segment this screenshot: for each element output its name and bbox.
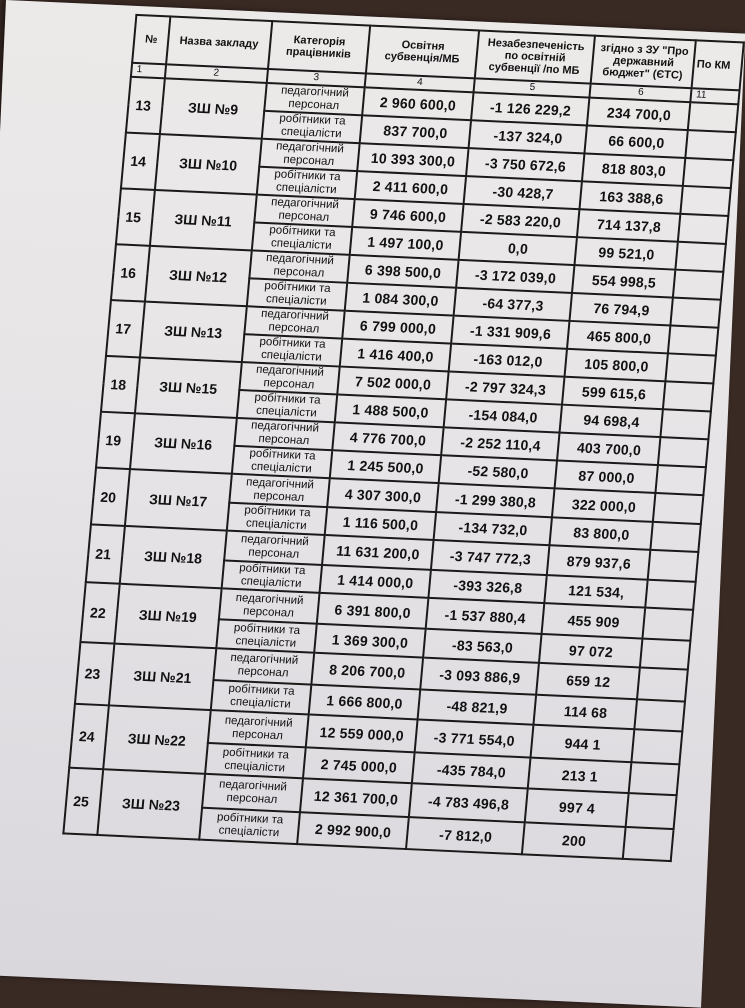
school-number: 21 (86, 524, 125, 583)
by-law-value: 66 600,0 (585, 126, 688, 158)
school-number: 25 (63, 768, 103, 835)
deficit-value: -52 580,0 (439, 455, 558, 488)
subvention-value: 1 245 500,0 (330, 450, 441, 483)
category-pedagogical: педагогічний персонал (218, 588, 319, 623)
deficit-value: -3 771 554,0 (415, 719, 534, 757)
deficit-value: -2 797 324,3 (446, 371, 565, 404)
by-law-value: 322 000,0 (552, 488, 655, 521)
school-number: 24 (69, 704, 109, 769)
subvention-value: 2 745 000,0 (303, 747, 415, 783)
school-name: ЗШ №23 (97, 769, 204, 839)
category-pedagogical: педагогічний персонал (254, 195, 355, 227)
header-category: Категорія працівників (268, 21, 371, 73)
by-law-value: 105 800,0 (565, 349, 668, 381)
by-law-value: 76 794,9 (570, 293, 673, 325)
category-workers: робітники та спеціалісти (231, 446, 332, 478)
last-column-cell (661, 409, 711, 439)
by-law-value: 997 4 (525, 789, 629, 827)
by-law-value: 213 1 (528, 758, 631, 793)
last-column-cell (634, 699, 685, 731)
last-column-cell (675, 242, 725, 272)
category-pedagogical: педагогічний персонал (224, 531, 325, 565)
deficit-value: -3 747 772,3 (431, 540, 550, 575)
header-subvention: Освітня субвенція/МБ (366, 26, 479, 79)
by-law-value: 99 521,0 (575, 237, 678, 269)
category-pedagogical: педагогічний персонал (239, 362, 340, 394)
subvention-value: 1 369 300,0 (314, 624, 425, 658)
school-name: ЗШ №11 (150, 190, 256, 250)
deficit-value: -3 093 886,9 (420, 658, 539, 695)
by-law-value: 114 68 (534, 695, 637, 729)
by-law-value: 599 615,6 (563, 377, 666, 409)
by-law-value: 879 937,6 (547, 545, 650, 579)
school-name: ЗШ №18 (120, 526, 227, 588)
col-number: 5 (474, 78, 592, 97)
category-workers: робітники та спеціалісти (236, 390, 337, 422)
by-law-value: 163 388,6 (580, 181, 683, 213)
last-column-cell (637, 667, 688, 701)
by-law-value: 121 534, (545, 575, 648, 607)
deficit-value: -1 331 909,6 (451, 316, 570, 349)
col-number: 6 (590, 84, 692, 103)
deficit-value: -1 537 880,4 (426, 598, 545, 634)
by-law-value: 403 700,0 (558, 433, 661, 465)
school-name: ЗШ №12 (145, 246, 251, 306)
deficit-value: -30 428,7 (464, 176, 583, 209)
by-law-value: 87 000,0 (555, 460, 658, 492)
last-column-cell (658, 437, 708, 467)
last-column-cell (650, 522, 700, 552)
school-name: ЗШ №16 (130, 413, 236, 473)
deficit-value: -163 012,0 (449, 344, 568, 377)
subvention-value: 1 116 500,0 (325, 507, 436, 540)
last-column-cell (663, 381, 713, 411)
school-name: ЗШ №19 (114, 584, 221, 648)
by-law-value: 234 700,0 (587, 98, 690, 130)
by-law-value: 97 072 (539, 634, 642, 667)
category-pedagogical: педагогічний персонал (207, 710, 308, 747)
category-pedagogical: педагогічний персонал (213, 648, 314, 684)
subvention-value: 1 084 300,0 (345, 283, 456, 316)
last-column-cell (653, 493, 703, 524)
subvention-value: 12 559 000,0 (306, 714, 418, 752)
deficit-value: -2 252 110,4 (441, 427, 560, 460)
header-no: № (132, 15, 170, 64)
subvention-value: 2 960 600,0 (362, 87, 473, 120)
subvention-value: 12 361 700,0 (300, 778, 412, 817)
by-law-value: 818 803,0 (582, 153, 685, 185)
col-number: 3 (266, 69, 366, 87)
school-number: 16 (111, 244, 150, 301)
subvention-value: 6 391 800,0 (317, 593, 429, 629)
last-column-cell (685, 130, 735, 160)
deficit-value: -83 563,0 (423, 629, 542, 663)
category-workers: робітники та спеціалісти (210, 680, 311, 714)
budget-table (62, 14, 745, 862)
school-number: 19 (96, 412, 135, 469)
deficit-value: -134 732,0 (434, 512, 553, 545)
deficit-value: -2 583 220,0 (461, 204, 580, 237)
last-column-cell (656, 465, 706, 495)
school-number: 15 (116, 188, 155, 245)
col-number: 4 (365, 73, 475, 92)
last-column-cell (683, 158, 733, 188)
header-deficit: Незабезпеченість по освітній субвенції /по МБ (475, 30, 596, 83)
subvention-value: 7 502 000,0 (337, 367, 448, 400)
category-workers: робітники та спеціалісти (216, 619, 317, 652)
category-workers: робітники та спеціалісти (261, 111, 362, 143)
category-pedagogical: педагогічний персонал (244, 306, 345, 338)
subvention-value: 6 799 000,0 (342, 311, 453, 344)
subvention-value: 1 666 800,0 (309, 685, 420, 720)
school-name: ЗШ №9 (160, 78, 266, 138)
category-workers: робітники та спеціалісти (241, 334, 342, 366)
category-workers: робітники та спеціалісти (205, 743, 306, 778)
category-pedagogical: педагогічний персонал (259, 139, 360, 171)
subvention-value: 1 497 100,0 (350, 227, 461, 260)
school-name: ЗШ №22 (103, 705, 210, 773)
category-workers: робітники та спеціалісти (251, 222, 352, 254)
subvention-value: 1 414 000,0 (320, 565, 431, 598)
school-name: ЗШ №17 (125, 469, 231, 530)
school-number: 23 (75, 642, 115, 705)
school-name: ЗШ №15 (135, 357, 241, 417)
header-last: По КМ (692, 40, 744, 90)
category-workers: робітники та спеціалісти (199, 808, 300, 844)
by-law-value: 200 (522, 822, 625, 858)
school-number: 14 (121, 133, 160, 190)
subvention-value: 4 776 700,0 (332, 422, 443, 455)
last-column-cell (666, 353, 716, 383)
last-column-cell (645, 580, 695, 610)
deficit-value: -393 326,8 (428, 570, 547, 603)
category-pedagogical: педагогічний персонал (234, 418, 335, 450)
last-column-cell (688, 102, 738, 132)
subvention-value: 1 416 400,0 (340, 339, 451, 372)
by-law-value: 554 998,5 (572, 265, 675, 297)
last-column-cell (640, 639, 690, 670)
subvention-value: 837 700,0 (360, 115, 471, 148)
last-column-cell (632, 729, 683, 764)
by-law-value: 83 800,0 (550, 517, 653, 549)
deficit-value: -64 377,3 (454, 288, 573, 321)
deficit-value: -154 084,0 (444, 399, 563, 432)
category-pedagogical: педагогічний персонал (249, 250, 350, 282)
last-column-cell (648, 550, 699, 582)
school-number: 20 (91, 468, 130, 526)
deficit-value: -137 324,0 (469, 120, 588, 153)
subvention-value: 2 411 600,0 (355, 171, 466, 204)
category-pedagogical: педагогічний персонал (202, 774, 304, 812)
subvention-value: 4 307 300,0 (327, 478, 438, 512)
category-workers: робітники та спеціалісти (246, 278, 347, 310)
deficit-value: 0,0 (459, 232, 578, 265)
school-name: ЗШ №13 (140, 302, 246, 362)
category-pedagogical: педагогічний персонал (229, 474, 330, 507)
school-number: 13 (126, 77, 165, 134)
subvention-value: 11 631 200,0 (322, 535, 433, 570)
deficit-value: -7 812,0 (406, 817, 525, 854)
col-number: 1 (131, 63, 166, 79)
last-column-cell (670, 298, 720, 328)
school-number: 18 (101, 356, 140, 413)
deficit-value: -1 299 380,8 (436, 483, 555, 517)
by-law-value: 455 909 (542, 603, 645, 638)
by-law-value: 659 12 (537, 663, 640, 699)
by-law-value: 714 137,8 (577, 209, 680, 241)
school-number: 22 (80, 582, 119, 643)
deficit-value: -3 750 672,6 (466, 148, 585, 181)
deficit-value: -1 126 229,2 (471, 92, 590, 125)
col-number: 2 (165, 64, 268, 83)
by-law-value: 944 1 (531, 725, 634, 762)
last-column-cell (673, 270, 723, 300)
school-name: ЗШ №10 (155, 134, 261, 194)
last-column-cell (643, 608, 694, 641)
school-number: 17 (106, 300, 145, 357)
by-law-value: 94 698,4 (560, 405, 663, 437)
by-law-value: 465 800,0 (567, 321, 670, 353)
last-column-cell (623, 827, 674, 861)
subvention-value: 10 393 300,0 (357, 143, 468, 176)
table-body (63, 77, 738, 861)
subvention-value: 8 206 700,0 (312, 653, 424, 690)
subvention-value: 9 746 600,0 (352, 199, 463, 232)
last-column-cell (629, 762, 680, 795)
header-by-law: згідно з ЗУ "Про державний бюджет" (ЄТС) (591, 36, 696, 88)
last-column-cell (668, 325, 718, 355)
last-column-cell (678, 214, 728, 244)
category-workers: робітники та спеціалісти (221, 560, 322, 592)
category-workers: робітники та спеціалісти (226, 503, 327, 535)
last-column-cell (626, 793, 677, 829)
last-column-cell (680, 186, 730, 216)
deficit-value: -48 821,9 (418, 690, 537, 725)
header-name: Назва закладу (166, 16, 272, 68)
subvention-value: 1 488 500,0 (335, 394, 446, 427)
deficit-value: -4 783 496,8 (409, 783, 528, 822)
school-name: ЗШ №21 (109, 644, 216, 710)
deficit-value: -435 784,0 (412, 752, 531, 788)
category-workers: робітники та спеціалісти (256, 167, 357, 199)
deficit-value: -3 172 039,0 (456, 260, 575, 293)
col-number: 11 (690, 88, 739, 104)
subvention-value: 2 992 900,0 (297, 812, 409, 849)
category-pedagogical: педагогічний персонал (264, 83, 365, 115)
subvention-value: 6 398 500,0 (347, 255, 458, 288)
